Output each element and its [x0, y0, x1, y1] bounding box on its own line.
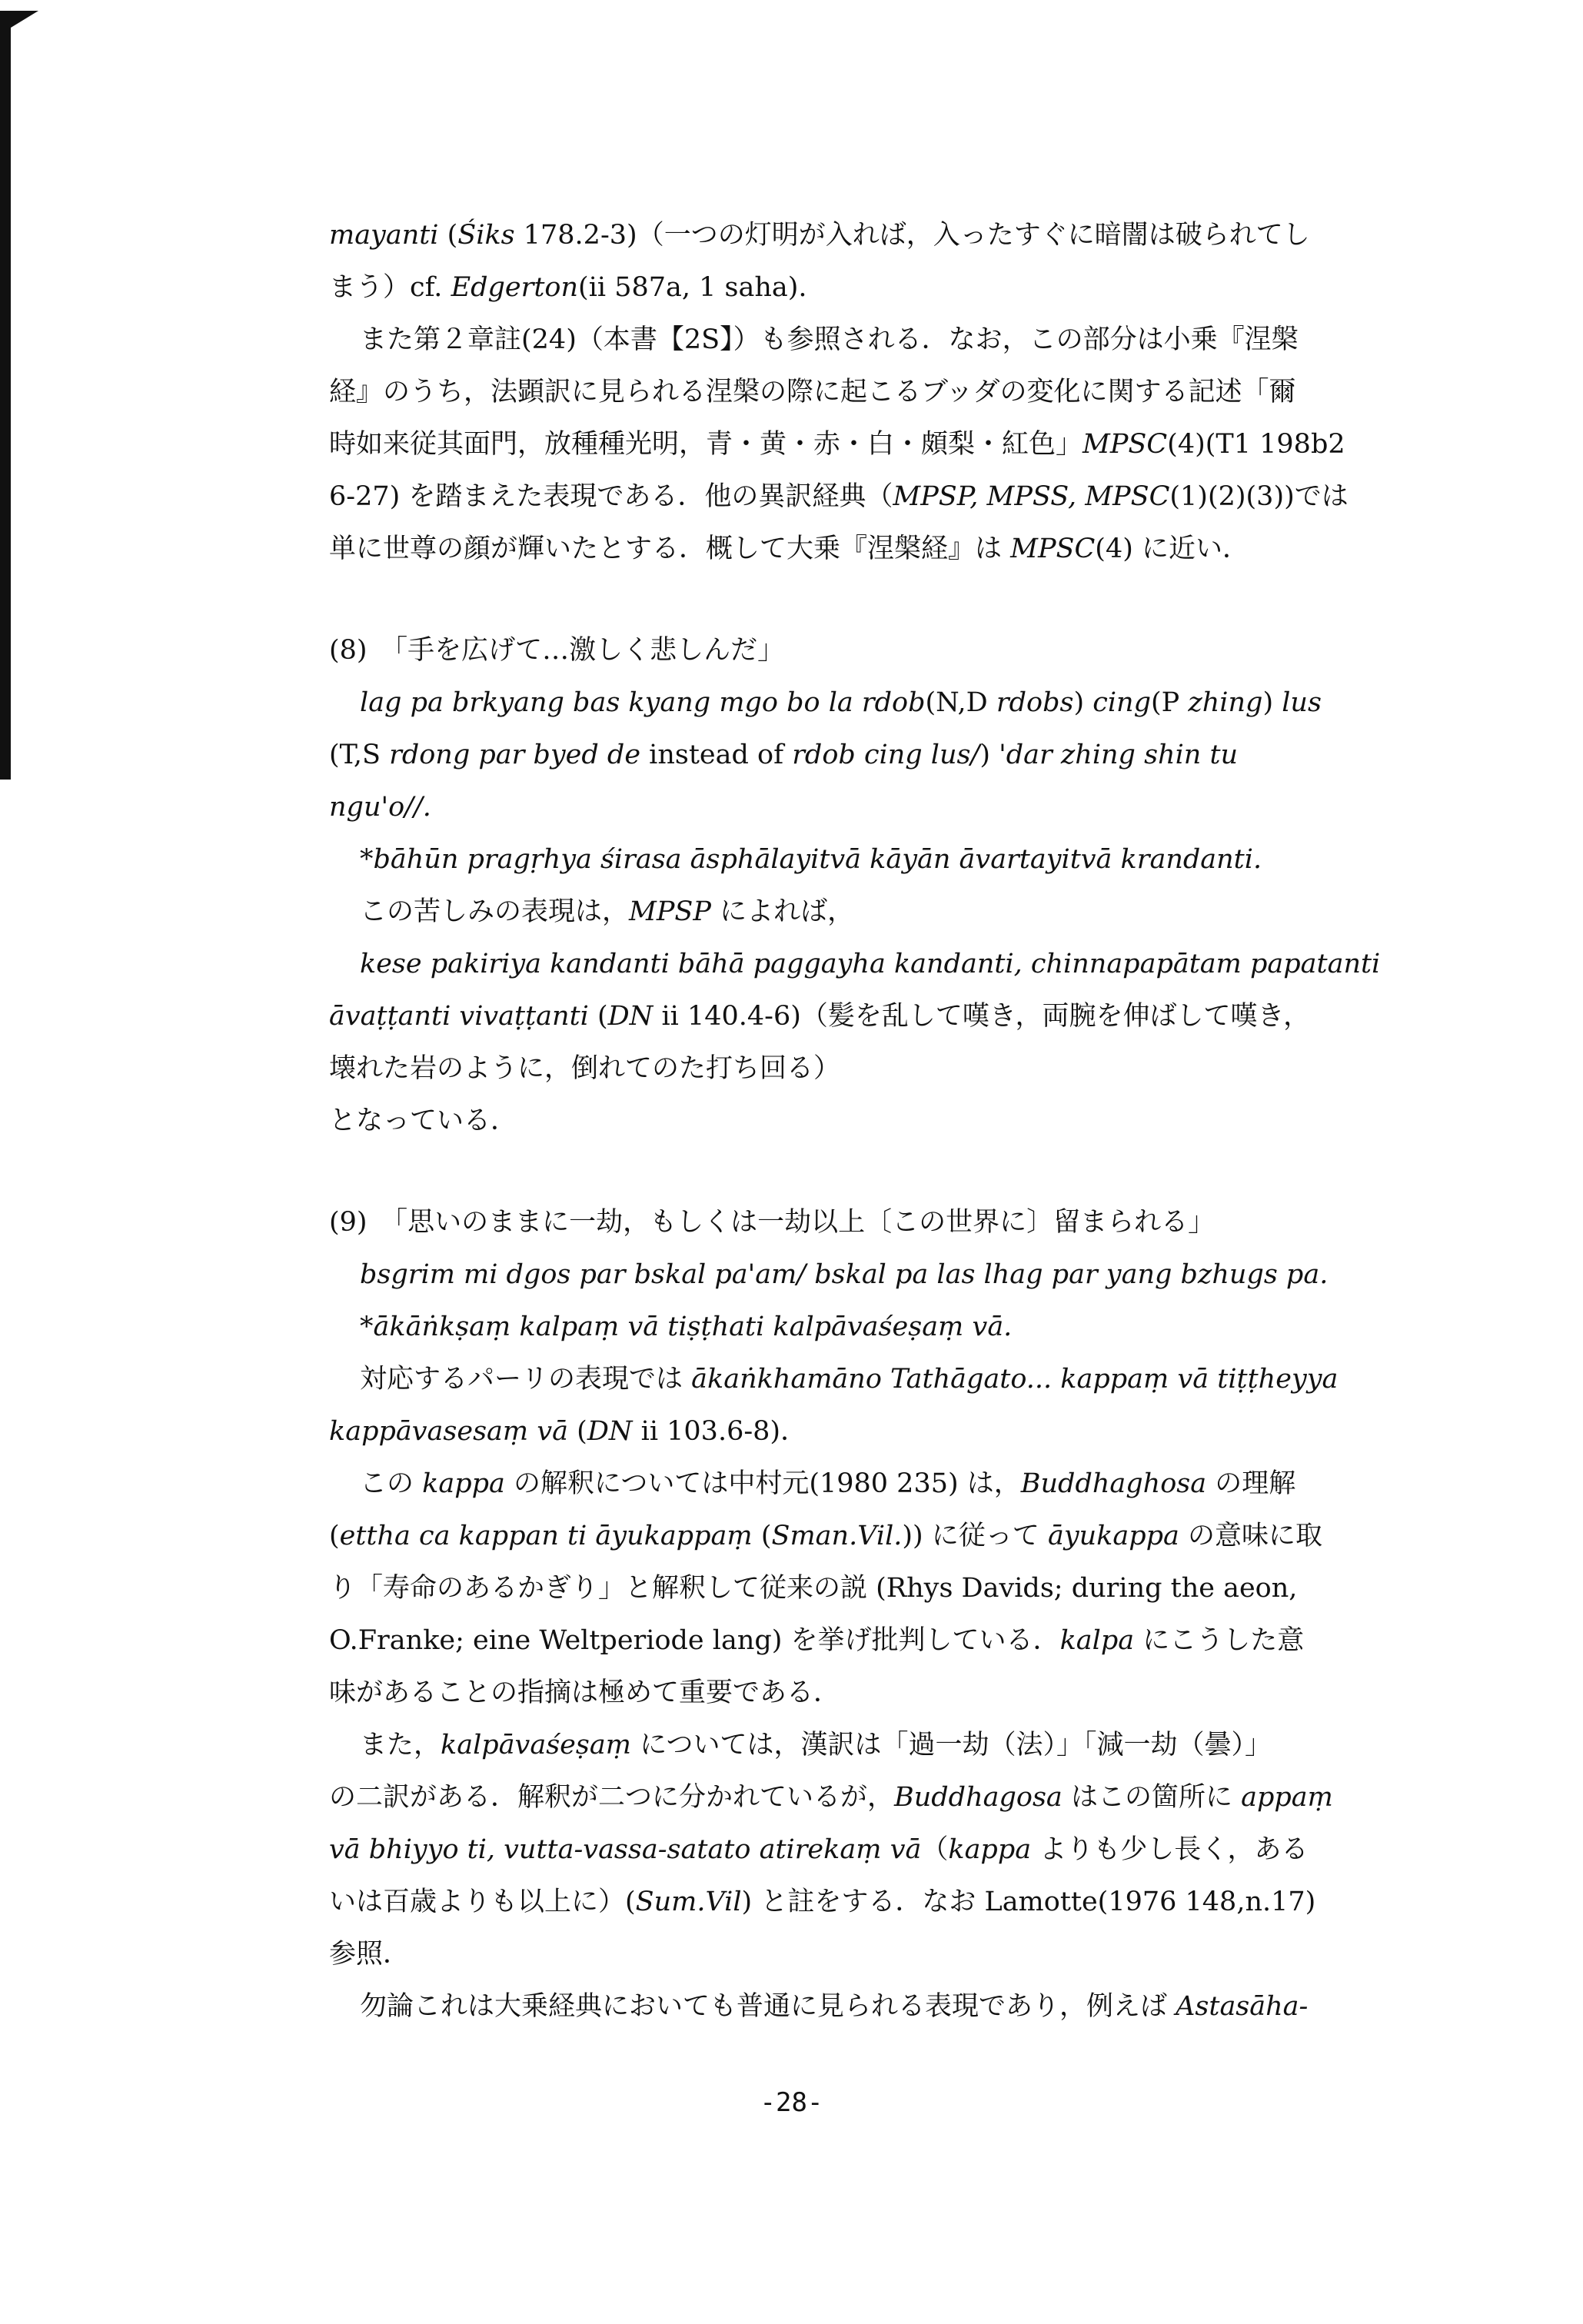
italic-term: DN — [587, 1416, 633, 1447]
italic-term: kappa — [422, 1468, 505, 1499]
text-line-l26 — [329, 1614, 1528, 1667]
italic-term: Edgerton — [451, 272, 579, 303]
text-line-l23 — [329, 1458, 1528, 1510]
italic-term: bsgrim mi dgos par bskal pa'am/ bskal pa las lhag par yang bzhugs pa. — [360, 1259, 1329, 1290]
text-run: まう）cf. — [329, 272, 451, 303]
italic-term: rdobs — [996, 687, 1074, 718]
italic-term: *ākāṅkṣaṃ kalpaṃ vā tiṣṭhati kalpāvaśeṣaṃ vā. — [360, 1312, 1013, 1342]
italic-term: MPSC — [1010, 534, 1096, 564]
text-line-l1 — [329, 209, 1528, 261]
text-run: (ii 587a, 1 saha). — [578, 272, 807, 303]
text-line-l21 — [329, 1353, 1528, 1405]
text-line-l14 — [329, 938, 1528, 990]
italic-term: rdong par byed de — [389, 740, 641, 770]
paragraph-gap — [329, 1147, 1528, 1196]
text-run: この苦しみの表現は， — [360, 896, 630, 927]
text-run: ( — [752, 1521, 772, 1551]
text-line-l12 — [329, 833, 1528, 886]
italic-term: appaṃ — [1241, 1782, 1333, 1813]
document-body — [329, 209, 1528, 2033]
text-line-l30 — [329, 1824, 1528, 1876]
italic-term: cing — [1092, 687, 1151, 718]
text-run: ii 140.4-6)（髪を乱して嘆き，両腕を伸ばして嘆き， — [653, 1001, 1311, 1032]
text-run: 参照． — [329, 1939, 411, 1970]
italic-term: lag pa brkyang bas kyang mgo bo la rdob — [360, 687, 926, 718]
text-run: いは百歳よりも以上に）( — [329, 1887, 636, 1917]
text-run: り「寿命のあるかぎり」と解釈して従来の説 (Rhys Davids; during the aeon, — [329, 1573, 1298, 1604]
text-line-l9 — [329, 677, 1528, 729]
text-line-l18 — [329, 1196, 1528, 1248]
text-run: 6-27) を踏まえた表現である．他の異訳経典（ — [329, 481, 893, 512]
italic-term: ngu'o//. — [329, 792, 431, 823]
text-run: ) と註をする．なお Lamotte(1976 148,n.17) — [741, 1887, 1316, 1917]
text-run: ) — [979, 740, 999, 770]
text-line-l13 — [329, 886, 1528, 938]
italic-term: MPSC — [1082, 429, 1168, 460]
text-line-l16 — [329, 1042, 1528, 1095]
text-line-l20 — [329, 1301, 1528, 1353]
text-run: はこの箇所に — [1062, 1782, 1242, 1813]
page-corner-mark — [0, 11, 38, 780]
text-line-l11 — [329, 781, 1528, 833]
text-run: (4) に近い． — [1095, 534, 1250, 564]
italic-term: mayanti — [329, 220, 439, 251]
italic-term: āyukappa — [1047, 1521, 1179, 1551]
text-run: 単に世尊の顔が輝いたとする．概して大乗『涅槃経』は — [329, 534, 1011, 564]
italic-term: Buddhaghosa — [1020, 1468, 1207, 1499]
text-line-l33 — [329, 1980, 1528, 2033]
text-run: ) — [1262, 687, 1282, 718]
text-run: 勿論これは大乗経典においても普通に見られる表現であり，例えば — [360, 1991, 1176, 2022]
text-run: (N,D — [925, 687, 996, 718]
text-run: 対応するパーリの表現では — [360, 1364, 692, 1395]
italic-term: DN — [607, 1001, 653, 1032]
text-run: (8) 「手を広げて…激しく悲しんだ」 — [329, 635, 785, 666]
text-run: ( — [568, 1416, 587, 1447]
text-run: となっている． — [329, 1105, 518, 1136]
text-run: この — [360, 1468, 423, 1499]
text-run: instead of — [640, 740, 793, 770]
italic-term: MPSP — [629, 896, 711, 927]
text-run: の二訳がある．解釈が二つに分かれているが， — [329, 1782, 895, 1813]
text-run: (P — [1150, 687, 1189, 718]
italic-term: Sman.Vil. — [771, 1521, 903, 1551]
italic-term: *bāhūn pragṛhya śirasa āsphālayitvā kāyān āvartayitvā krandanti. — [360, 844, 1262, 875]
text-line-l19 — [329, 1248, 1528, 1301]
italic-term: kalpa — [1059, 1625, 1135, 1656]
text-line-l15 — [329, 990, 1528, 1042]
italic-term: 'dar zhing shin tu — [999, 740, 1239, 770]
text-line-l6 — [329, 470, 1528, 523]
text-run: (4)(T1 198b2 — [1167, 429, 1345, 460]
text-run: )) に従って — [902, 1521, 1048, 1551]
text-line-l4 — [329, 366, 1528, 418]
italic-term: kappa — [948, 1834, 1032, 1865]
text-run: O.Franke; eine Weltperiode lang) を挙げ批判している． — [329, 1625, 1060, 1656]
text-run: ( — [329, 1521, 340, 1551]
text-run: ) — [1073, 687, 1093, 718]
text-run: (1)(2)(3))では — [1169, 481, 1349, 512]
text-line-l5 — [329, 418, 1528, 470]
text-line-l7 — [329, 523, 1528, 575]
text-run: 時如来従其面門，放種種光明，青・黄・赤・白・頗梨・紅色」 — [329, 429, 1083, 460]
text-run: また， — [360, 1730, 441, 1760]
text-line-l3 — [329, 314, 1528, 366]
text-run: によれば， — [710, 896, 855, 927]
italic-term: ākaṅkhamāno Tathāgato... kappaṃ vā tiṭṭheyya — [691, 1364, 1339, 1395]
paragraph-gap — [329, 575, 1528, 624]
italic-term: vā bhiyyo ti, vutta-vassa-satato atirekaṃ vā — [329, 1834, 922, 1865]
text-run: にこうした意 — [1134, 1625, 1305, 1656]
text-run: よりも少し長く，ある — [1031, 1834, 1309, 1865]
italic-term: Buddhagosa — [894, 1782, 1063, 1813]
italic-term: Sum.Vil — [635, 1887, 742, 1917]
text-run: の解釈については中村元(1980 235) は， — [504, 1468, 1021, 1499]
italic-term: kappāvasesaṃ vā — [329, 1416, 569, 1447]
text-run: また第２章註(24)（本書【2S】）も参照される．なお，この部分は小乗『涅槃 — [360, 324, 1299, 355]
text-line-l27 — [329, 1667, 1528, 1719]
italic-term: zhing — [1188, 687, 1263, 718]
text-line-l24 — [329, 1510, 1528, 1562]
text-run: 味があることの指摘は極めて重要である． — [329, 1677, 841, 1708]
text-line-l10 — [329, 729, 1528, 781]
text-run: 経』のうち，法顕訳に見られる涅槃の際に起こるブッダの変化に関する記述「爾 — [329, 377, 1296, 407]
text-run: の理解 — [1206, 1468, 1296, 1499]
italic-term: kese pakiriya kandanti bāhā paggayha kandanti, chinnapapātam papatanti — [360, 949, 1381, 979]
text-run: については，漢訳は「過一劫（法）」「減一劫（曇）」 — [631, 1730, 1272, 1760]
italic-term: lus — [1282, 687, 1322, 718]
text-line-l25 — [329, 1562, 1528, 1614]
text-line-l17 — [329, 1095, 1528, 1147]
text-run: の意味に取 — [1179, 1521, 1323, 1551]
text-line-l8 — [329, 624, 1528, 677]
text-line-l31 — [329, 1876, 1528, 1928]
italic-term: MPSP, MPSS, MPSC — [893, 481, 1170, 512]
text-run: ( — [588, 1001, 608, 1032]
text-line-l29 — [329, 1771, 1528, 1824]
italic-term: Astasāha- — [1176, 1991, 1309, 2022]
text-run: (T,S — [329, 740, 390, 770]
italic-term: rdob cing lus/ — [792, 740, 980, 770]
italic-term: ettha ca kappan ti āyukappaṃ — [339, 1521, 753, 1551]
text-line-l2 — [329, 261, 1528, 314]
text-line-l28 — [329, 1719, 1528, 1771]
page-number: -28- — [760, 2087, 823, 2118]
text-run: (9) 「思いのままに一劫，もしくは一劫以上〔この世界に〕留まられる」 — [329, 1207, 1216, 1238]
italic-term: āvaṭṭanti vivaṭṭanti — [329, 1001, 589, 1032]
italic-term: kalpāvaśeṣaṃ — [441, 1730, 632, 1760]
text-run: （ — [921, 1834, 949, 1865]
italic-term: Śiks — [457, 220, 515, 251]
text-run: ( — [438, 220, 458, 251]
text-run: 178.2-3)（一つの灯明が入れば，入ったすぐに暗闇は破られてし — [514, 220, 1310, 251]
text-run: ii 103.6-8)． — [632, 1416, 808, 1447]
text-line-l22 — [329, 1405, 1528, 1458]
text-line-l32 — [329, 1928, 1528, 1980]
text-run: 壊れた岩のように，倒れてのた打ち回る） — [329, 1053, 841, 1084]
